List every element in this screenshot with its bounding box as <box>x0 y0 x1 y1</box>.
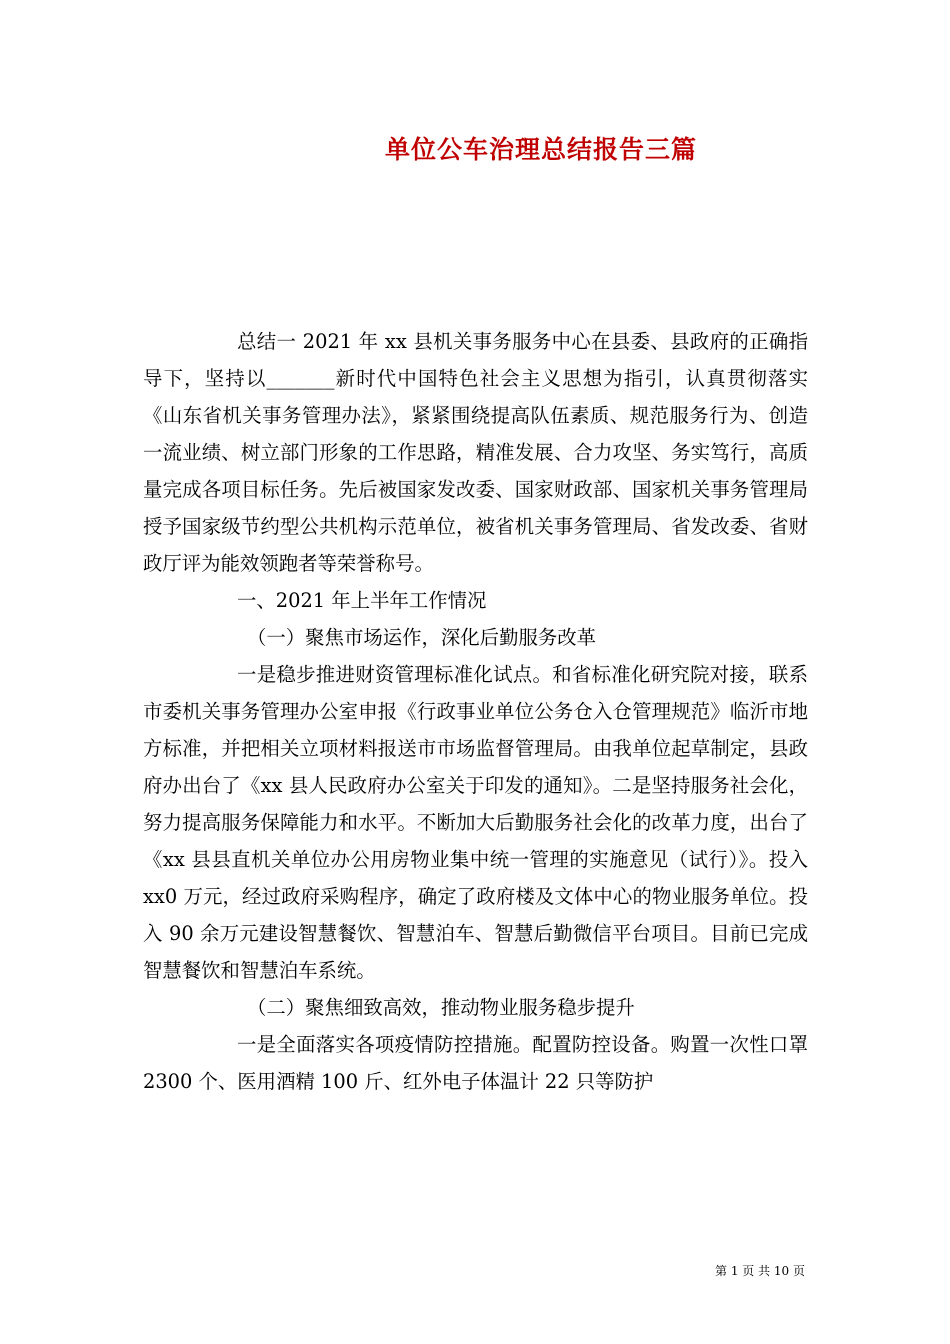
subsection-2-paragraph: 一是全面落实各项疫情防控措施。配置防控设备。购置一次性口罩 2300 个、医用酒精 100 斤、红外电子体温计 22 只等防护 <box>143 1033 808 1093</box>
document-title: 单位公车治理总结报告三篇 <box>384 135 697 164</box>
subsection-heading-2: （二）聚焦细致高效，推动物业服务稳步提升 <box>247 996 635 1019</box>
document-body <box>143 323 808 1100</box>
page-number-footer: 第 1 页 共 10 页 <box>715 1264 805 1278</box>
subsection-1-paragraph: 一是稳步推进财资管理标准化试点。和省标准化研究院对接，联系市委机关事务管理办公室申报《行政事业单位公务仓入仓管理规范》临沂市地方标准，并把相关立项材料报送市市场监督管理局。由我单位起草制定，县政府办出台了《xx 县人民政府办公室关于印发的通知》。二是坚持服务社会化，努力提高服务保障能力和水平。不断加大后勤服务社会化的改革力度，出台了《xx 县县直机关单位办公用房物业集中统一管理的实施意见（试行）》。投入 xx0 万元，经过政府采购程序，确定了政府楼及文体中心的物业服务单位。投入 90 余万元建设智慧餐饮、智慧泊车、智慧后勤微信平台项目。目前已完成智慧餐饮和智慧泊车系统。 <box>143 663 808 982</box>
subsection-heading-1: （一）聚焦市场运作，深化后勤服务改革 <box>247 626 597 649</box>
section-heading-1: 一、2021 年上半年工作情况 <box>237 589 487 612</box>
intro-paragraph: 总结一 2021 年 xx 县机关事务服务中心在县委、县政府的正确指导下，坚持以_______新时代中国特色社会主义思想为指引，认真贯彻落实《山东省机关事务管理办法》，紧紧围绕提高队伍素质、规范服务行为、创造一流业绩、树立部门形象的工作思路，精准发展、合力攻坚、务实笃行，高质量完成各项目标任务。先后被国家发改委、国家财政部、国家机关事务管理局授予国家级节约型公共机构示范单位，被省机关事务管理局、省发改委、省财政厅评为能效领跑者等荣誉称号。 <box>143 330 808 575</box>
